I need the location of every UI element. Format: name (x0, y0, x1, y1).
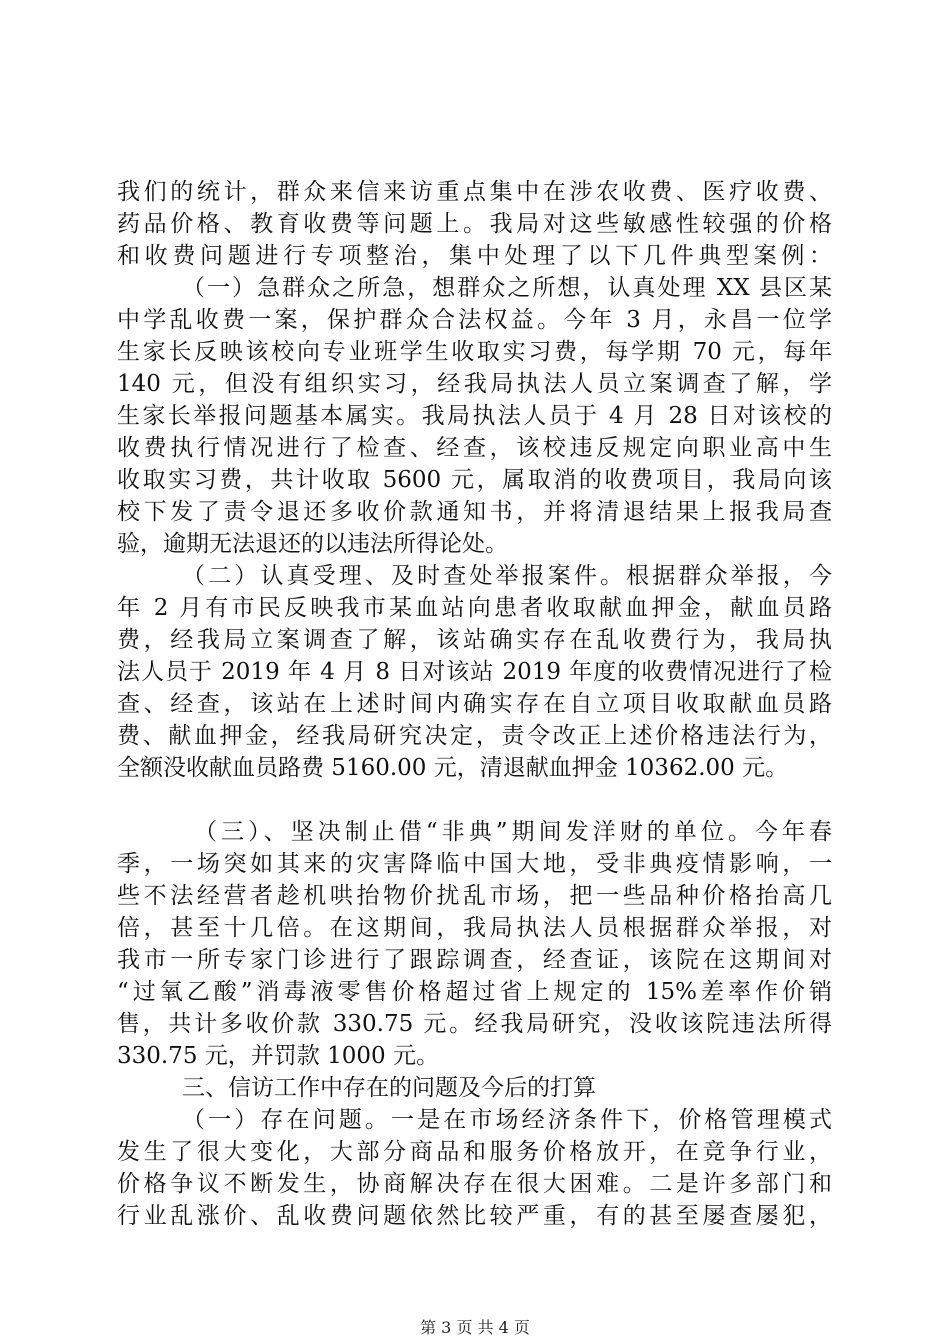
text-line: 生家长举报问题基本属实。我局执法人员于 4 月 28 日对该校的 (117, 403, 832, 429)
text-line: 140 元，但没有组织实习，经我局执法人员立案调查了解，学 (117, 371, 832, 397)
text-line: 查、经查，该站在上述时间内确实存在自立项目收取献血员路 (117, 691, 832, 717)
text-line: 些不法经营者趁机哄抬物价扰乱市场，把一些品种价格抬高几 (117, 883, 832, 909)
text-line: 生家长反映该校向专业班学生收取实习费，每学期 70 元，每年 (117, 339, 832, 365)
text-line: 我们的统计，群众来信来访重点集中在涉农收费、医疗收费、 (117, 179, 832, 205)
text-line: 发生了很大变化，大部分商品和服务价格放开，在竞争行业， (117, 1139, 832, 1165)
text-line: 收取实习费，共计收取 5600 元，属取消的收费项目，我局向该 (117, 467, 832, 493)
text-line: 验，逾期无法退还的以违法所得论处。 (117, 531, 508, 557)
page-number-footer: 第 3 页 共 4 页 (420, 1318, 530, 1337)
paragraph-problems-heading: （一）存在问题。一是在市场经济条件下，价格管理模式 (182, 1107, 832, 1133)
paragraph-case-three-heading: （三）、坚决制止借“非典”期间发洋财的单位。今年春 (194, 819, 832, 845)
text-line: 全额没收献血员路费 5160.00 元，清退献血押金 10362.00 元。 (117, 755, 789, 781)
text-line: 季，一场突如其来的灾害降临中国大地，受非典疫情影响，一 (117, 851, 832, 877)
text-line: 我市一所专家门诊进行了跟踪调查，经查证，该院在这期间对 (117, 947, 832, 973)
text-line: 法人员于 2019 年 4 月 8 日对该站 2019 年度的收费情况进行了检 (117, 659, 832, 685)
paragraph-case-one-heading: （一）急群众之所急，想群众之所想，认真处理 XX 县区某 (182, 275, 832, 301)
text-line: “过氧乙酸”消毒液零售价格超过省上规定的 15%差率作价销 (117, 979, 832, 1005)
text-line: 费、献血押金，经我局研究决定，责令改正上述价格违法行为， (117, 723, 832, 749)
text-line: 和收费问题进行专项整治，集中处理了以下几件典型案例： (117, 243, 832, 269)
section-heading: 三、信访工作中存在的问题及今后的打算 (182, 1075, 596, 1101)
text-line: 价格争议不断发生，协商解决存在很大困难。二是许多部门和 (117, 1171, 832, 1197)
text-line: 330.75 元，并罚款 1000 元。 (117, 1043, 439, 1069)
paragraph-case-two-heading: （二）认真受理、及时查处举报案件。根据群众举报，今 (182, 563, 832, 589)
text-line: 倍，甚至十几倍。在这期间，我局执法人员根据群众举报，对 (117, 915, 832, 941)
document-body (117, 176, 832, 1232)
text-line: 售，共计多收价款 330.75 元。经我局研究，没收该院违法所得 (117, 1011, 832, 1037)
text-line: 年 2 月有市民反映我市某血站向患者收取献血押金，献血员路 (117, 595, 832, 621)
text-line: 校下发了责令退还多收价款通知书，并将清退结果上报我局查 (117, 499, 832, 525)
text-line: 费，经我局立案调查了解，该站确实存在乱收费行为，我局执 (117, 627, 832, 653)
text-line: 收费执行情况进行了检查、经查，该校违反规定向职业高中生 (117, 435, 832, 461)
text-line: 中学乱收费一案，保护群众合法权益。今年 3 月，永昌一位学 (117, 307, 832, 333)
text-line: 行业乱涨价、乱收费问题依然比较严重，有的甚至屡查屡犯， (117, 1203, 832, 1229)
paragraph-spacer (117, 784, 832, 816)
text-line: 药品价格、教育收费等问题上。我局对这些敏感性较强的价格 (117, 211, 832, 237)
